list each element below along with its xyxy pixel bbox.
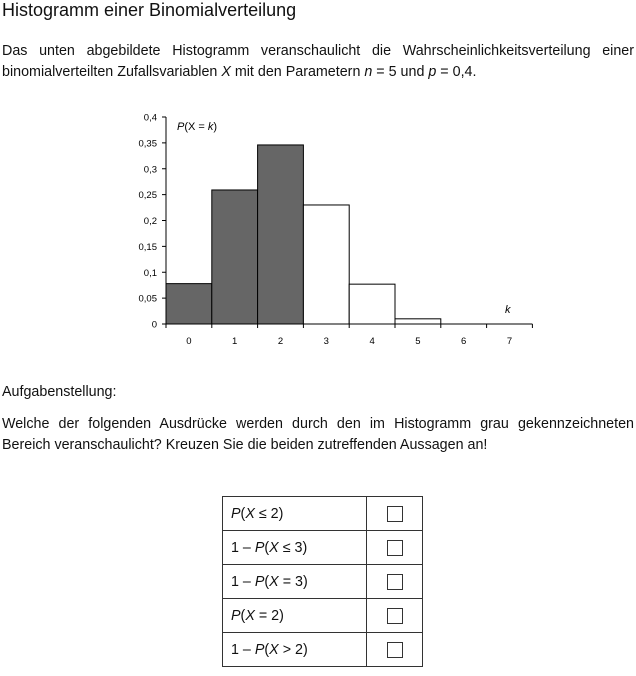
option-row (223, 497, 423, 531)
option-checkbox-2[interactable] (387, 540, 403, 556)
y-tick-label: 0 (151, 319, 157, 331)
y-tick-label: 0,2 (143, 216, 157, 227)
x-tick-label: 7 (506, 336, 513, 347)
option-checkbox-3[interactable] (387, 574, 403, 590)
option-expression: 1 – P(X ≤ 3) (223, 531, 367, 565)
answer-table (222, 496, 423, 667)
y-tick-label: 0,05 (138, 293, 157, 305)
page-title: Histogramm einer Binomialverteilung (2, 0, 297, 20)
option-row (223, 531, 423, 565)
option-expression: 1 – P(X = 3) (223, 565, 367, 599)
y-tick-label: 0,15 (138, 241, 157, 253)
bar-0 (166, 284, 212, 324)
option-row (223, 633, 423, 667)
x-tick-label: 1 (232, 336, 238, 347)
option-checkbox-cell (367, 599, 423, 633)
y-tick-label: 0,35 (138, 138, 157, 150)
option-row (223, 599, 423, 633)
y-tick-label: 0,1 (143, 267, 157, 279)
option-expression: 1 – P(X > 2) (223, 633, 367, 667)
option-expression: P(X ≤ 2) (223, 497, 367, 531)
option-checkbox-cell (367, 565, 423, 599)
x-axis-label: k (505, 304, 511, 316)
x-tick-label: 2 (277, 336, 284, 347)
option-expression: P(X = 2) (223, 599, 367, 633)
x-tick-label: 3 (323, 336, 329, 347)
bar-4 (349, 284, 395, 324)
y-tick-label: 0,25 (138, 190, 157, 202)
option-checkbox-cell (367, 531, 423, 565)
x-tick-label: 6 (461, 336, 467, 347)
task-text: Welche der folgenden Ausdrücke werden durch den im Histogramm grau gekennzeichneten Bereich veranschaulicht? Kreuzen Sie die beiden zutreffenden Aussagen an! (2, 416, 634, 453)
option-checkbox-cell (367, 497, 423, 531)
option-checkbox-cell (367, 633, 423, 667)
bar-2 (258, 145, 304, 324)
bar-1 (212, 190, 258, 324)
option-checkbox-5[interactable] (387, 642, 403, 658)
intro-text: Das unten abgebildete Histogramm veranschaulicht die Wahrscheinlichkeitsverteilung einer binomialverteilten Zufallsvariablen X mit den Parametern n = 5 und p = 0,4. (2, 43, 634, 80)
x-tick-label: 4 (369, 336, 375, 347)
bar-5 (395, 319, 441, 324)
y-axis-label: P(X = k) (177, 121, 218, 133)
bar-3 (303, 205, 349, 324)
x-tick-label: 0 (186, 336, 192, 347)
x-tick-label: 5 (415, 336, 421, 347)
option-checkbox-4[interactable] (387, 608, 403, 624)
option-row (223, 565, 423, 599)
section-title: Aufgabenstellung: (2, 384, 117, 400)
y-tick-label: 0,4 (143, 112, 157, 124)
option-checkbox-1[interactable] (387, 506, 403, 522)
y-tick-label: 0,3 (143, 164, 157, 176)
